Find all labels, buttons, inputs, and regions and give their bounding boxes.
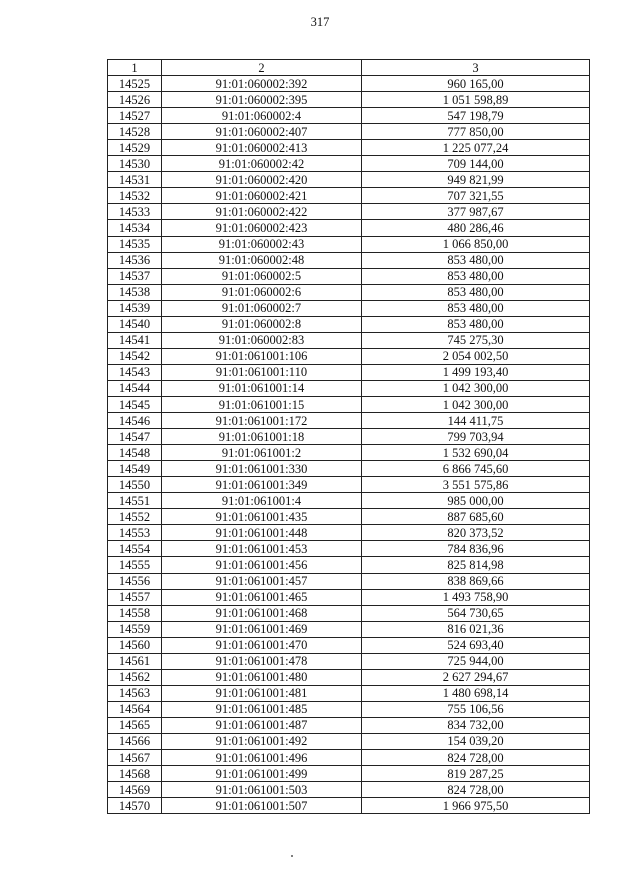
row-number-cell: 14565 bbox=[108, 717, 162, 733]
table-row bbox=[108, 637, 590, 653]
cadastral-number-cell: 91:01:060002:423 bbox=[162, 220, 362, 236]
cadastral-value-cell: 1 066 850,00 bbox=[362, 236, 590, 252]
cadastral-number-cell: 91:01:061001:499 bbox=[162, 766, 362, 782]
table-row bbox=[108, 284, 590, 300]
table-row bbox=[108, 188, 590, 204]
table-row bbox=[108, 782, 590, 798]
page-number: 317 bbox=[310, 15, 330, 29]
cadastral-number-cell: 91:01:061001:457 bbox=[162, 573, 362, 589]
cadastral-value-cell: 1 493 758,90 bbox=[362, 589, 590, 605]
row-number-cell: 14568 bbox=[108, 766, 162, 782]
row-number-cell: 14533 bbox=[108, 204, 162, 220]
row-number-cell: 14550 bbox=[108, 477, 162, 493]
cadastral-number-cell: 91:01:061001:448 bbox=[162, 525, 362, 541]
table-row bbox=[108, 140, 590, 156]
row-number-cell: 14531 bbox=[108, 172, 162, 188]
cadastral-value-cell: 824 728,00 bbox=[362, 782, 590, 798]
cadastral-number-cell: 91:01:061001:435 bbox=[162, 509, 362, 525]
row-number-cell: 14545 bbox=[108, 396, 162, 412]
row-number-cell: 14527 bbox=[108, 108, 162, 124]
table-row bbox=[108, 172, 590, 188]
table-row bbox=[108, 509, 590, 525]
table-row bbox=[108, 557, 590, 573]
table-row bbox=[108, 220, 590, 236]
cadastral-value-cell: 480 286,46 bbox=[362, 220, 590, 236]
table-row bbox=[108, 348, 590, 364]
table-row bbox=[108, 413, 590, 429]
cadastral-number-cell: 91:01:061001:456 bbox=[162, 557, 362, 573]
row-number-cell: 14564 bbox=[108, 701, 162, 717]
cadastral-number-cell: 91:01:060002:422 bbox=[162, 204, 362, 220]
row-number-cell: 14554 bbox=[108, 541, 162, 557]
row-number-cell: 14569 bbox=[108, 782, 162, 798]
cadastral-value-cell: 1 225 077,24 bbox=[362, 140, 590, 156]
row-number-cell: 14546 bbox=[108, 413, 162, 429]
cadastral-value-cell: 745 275,30 bbox=[362, 332, 590, 348]
row-number-cell: 14525 bbox=[108, 76, 162, 92]
cadastral-value-cell: 853 480,00 bbox=[362, 268, 590, 284]
cadastral-number-cell: 91:01:061001:480 bbox=[162, 669, 362, 685]
cadastral-number-cell: 91:01:060002:395 bbox=[162, 92, 362, 108]
column-header-cadastral-number: 2 bbox=[162, 60, 362, 76]
row-number-cell: 14526 bbox=[108, 92, 162, 108]
cadastral-value-cell: 709 144,00 bbox=[362, 156, 590, 172]
cadastral-value-cell: 853 480,00 bbox=[362, 300, 590, 316]
cadastral-value-cell: 755 106,56 bbox=[362, 701, 590, 717]
cadastral-number-cell: 91:01:061001:492 bbox=[162, 733, 362, 749]
row-number-cell: 14529 bbox=[108, 140, 162, 156]
row-number-cell: 14555 bbox=[108, 557, 162, 573]
table-row bbox=[108, 108, 590, 124]
row-number-cell: 14557 bbox=[108, 589, 162, 605]
row-number-cell: 14528 bbox=[108, 124, 162, 140]
cadastral-value-cell: 524 693,40 bbox=[362, 637, 590, 653]
table-row bbox=[108, 798, 590, 814]
row-number-cell: 14536 bbox=[108, 252, 162, 268]
cadastral-number-cell: 91:01:061001:487 bbox=[162, 717, 362, 733]
table-row bbox=[108, 204, 590, 220]
table-body bbox=[108, 76, 590, 814]
table-row bbox=[108, 589, 590, 605]
cadastral-value-table bbox=[107, 59, 590, 814]
cadastral-number-cell: 91:01:061001:481 bbox=[162, 685, 362, 701]
cadastral-number-cell: 91:01:060002:8 bbox=[162, 316, 362, 332]
cadastral-value-cell: 819 287,25 bbox=[362, 766, 590, 782]
cadastral-value-cell: 3 551 575,86 bbox=[362, 477, 590, 493]
cadastral-value-cell: 564 730,65 bbox=[362, 605, 590, 621]
cadastral-number-cell: 91:01:061001:503 bbox=[162, 782, 362, 798]
table-row bbox=[108, 766, 590, 782]
table-row bbox=[108, 461, 590, 477]
table-row bbox=[108, 541, 590, 557]
cadastral-value-cell: 144 411,75 bbox=[362, 413, 590, 429]
cadastral-value-cell: 377 987,67 bbox=[362, 204, 590, 220]
table-row bbox=[108, 156, 590, 172]
table-row bbox=[108, 701, 590, 717]
cadastral-value-cell: 799 703,94 bbox=[362, 429, 590, 445]
table-row bbox=[108, 364, 590, 380]
table-row bbox=[108, 477, 590, 493]
table-row bbox=[108, 653, 590, 669]
cadastral-number-cell: 91:01:060002:42 bbox=[162, 156, 362, 172]
row-number-cell: 14537 bbox=[108, 268, 162, 284]
row-number-cell: 14541 bbox=[108, 332, 162, 348]
cadastral-value-cell: 853 480,00 bbox=[362, 252, 590, 268]
row-number-cell: 14547 bbox=[108, 429, 162, 445]
cadastral-value-cell: 1 042 300,00 bbox=[362, 396, 590, 412]
cadastral-number-cell: 91:01:061001:349 bbox=[162, 477, 362, 493]
cadastral-number-cell: 91:01:061001:465 bbox=[162, 589, 362, 605]
cadastral-number-cell: 91:01:061001:110 bbox=[162, 364, 362, 380]
cadastral-number-cell: 91:01:060002:6 bbox=[162, 284, 362, 300]
row-number-cell: 14534 bbox=[108, 220, 162, 236]
row-number-cell: 14552 bbox=[108, 509, 162, 525]
scan-speck bbox=[291, 855, 293, 857]
cadastral-value-cell: 707 321,55 bbox=[362, 188, 590, 204]
row-number-cell: 14538 bbox=[108, 284, 162, 300]
cadastral-value-cell: 1 042 300,00 bbox=[362, 380, 590, 396]
table-row bbox=[108, 300, 590, 316]
cadastral-value-cell: 887 685,60 bbox=[362, 509, 590, 525]
cadastral-value-cell: 725 944,00 bbox=[362, 653, 590, 669]
cadastral-value-cell: 1 966 975,50 bbox=[362, 798, 590, 814]
cadastral-value-cell: 825 814,98 bbox=[362, 557, 590, 573]
table-row bbox=[108, 717, 590, 733]
table-row bbox=[108, 92, 590, 108]
cadastral-number-cell: 91:01:061001:4 bbox=[162, 493, 362, 509]
cadastral-number-cell: 91:01:061001:14 bbox=[162, 380, 362, 396]
cadastral-number-cell: 91:01:060002:4 bbox=[162, 108, 362, 124]
row-number-cell: 14544 bbox=[108, 380, 162, 396]
cadastral-number-cell: 91:01:060002:420 bbox=[162, 172, 362, 188]
cadastral-number-cell: 91:01:060002:43 bbox=[162, 236, 362, 252]
table-row bbox=[108, 396, 590, 412]
cadastral-value-cell: 838 869,66 bbox=[362, 573, 590, 589]
row-number-cell: 14566 bbox=[108, 733, 162, 749]
cadastral-value-cell: 1 532 690,04 bbox=[362, 445, 590, 461]
row-number-cell: 14535 bbox=[108, 236, 162, 252]
table-row bbox=[108, 493, 590, 509]
table-row bbox=[108, 236, 590, 252]
table-row bbox=[108, 332, 590, 348]
table-row bbox=[108, 573, 590, 589]
table-row bbox=[108, 380, 590, 396]
row-number-cell: 14556 bbox=[108, 573, 162, 589]
cadastral-number-cell: 91:01:060002:83 bbox=[162, 332, 362, 348]
cadastral-value-cell: 853 480,00 bbox=[362, 284, 590, 300]
cadastral-number-cell: 91:01:060002:48 bbox=[162, 252, 362, 268]
cadastral-value-cell: 6 866 745,60 bbox=[362, 461, 590, 477]
cadastral-number-cell: 91:01:061001:496 bbox=[162, 750, 362, 766]
cadastral-number-cell: 91:01:060002:5 bbox=[162, 268, 362, 284]
cadastral-number-cell: 91:01:060002:421 bbox=[162, 188, 362, 204]
table-row bbox=[108, 621, 590, 637]
cadastral-number-cell: 91:01:060002:413 bbox=[162, 140, 362, 156]
cadastral-number-cell: 91:01:061001:172 bbox=[162, 413, 362, 429]
table-row bbox=[108, 268, 590, 284]
cadastral-number-cell: 91:01:061001:485 bbox=[162, 701, 362, 717]
row-number-cell: 14543 bbox=[108, 364, 162, 380]
row-number-cell: 14530 bbox=[108, 156, 162, 172]
cadastral-number-cell: 91:01:061001:468 bbox=[162, 605, 362, 621]
cadastral-number-cell: 91:01:060002:392 bbox=[162, 76, 362, 92]
table-row bbox=[108, 445, 590, 461]
cadastral-value-cell: 1 480 698,14 bbox=[362, 685, 590, 701]
table-row bbox=[108, 605, 590, 621]
row-number-cell: 14542 bbox=[108, 348, 162, 364]
row-number-cell: 14532 bbox=[108, 188, 162, 204]
row-number-cell: 14553 bbox=[108, 525, 162, 541]
cadastral-number-cell: 91:01:061001:330 bbox=[162, 461, 362, 477]
table-header-row bbox=[108, 60, 590, 76]
cadastral-number-cell: 91:01:061001:15 bbox=[162, 396, 362, 412]
cadastral-value-cell: 154 039,20 bbox=[362, 733, 590, 749]
table-row bbox=[108, 685, 590, 701]
table-row bbox=[108, 733, 590, 749]
table-row bbox=[108, 525, 590, 541]
row-number-cell: 14539 bbox=[108, 300, 162, 316]
row-number-cell: 14549 bbox=[108, 461, 162, 477]
row-number-cell: 14567 bbox=[108, 750, 162, 766]
column-header-value: 3 bbox=[362, 60, 590, 76]
cadastral-number-cell: 91:01:061001:106 bbox=[162, 348, 362, 364]
cadastral-value-cell: 960 165,00 bbox=[362, 76, 590, 92]
table-row bbox=[108, 316, 590, 332]
column-header-number: 1 bbox=[108, 60, 162, 76]
cadastral-number-cell: 91:01:060002:7 bbox=[162, 300, 362, 316]
cadastral-value-cell: 949 821,99 bbox=[362, 172, 590, 188]
table-row bbox=[108, 669, 590, 685]
table-row bbox=[108, 124, 590, 140]
cadastral-number-cell: 91:01:061001:478 bbox=[162, 653, 362, 669]
row-number-cell: 14560 bbox=[108, 637, 162, 653]
row-number-cell: 14548 bbox=[108, 445, 162, 461]
cadastral-value-cell: 824 728,00 bbox=[362, 750, 590, 766]
row-number-cell: 14561 bbox=[108, 653, 162, 669]
cadastral-value-cell: 784 836,96 bbox=[362, 541, 590, 557]
cadastral-number-cell: 91:01:061001:453 bbox=[162, 541, 362, 557]
row-number-cell: 14562 bbox=[108, 669, 162, 685]
table-row bbox=[108, 76, 590, 92]
cadastral-number-cell: 91:01:061001:2 bbox=[162, 445, 362, 461]
row-number-cell: 14551 bbox=[108, 493, 162, 509]
cadastral-value-cell: 834 732,00 bbox=[362, 717, 590, 733]
row-number-cell: 14570 bbox=[108, 798, 162, 814]
cadastral-value-cell: 2 054 002,50 bbox=[362, 348, 590, 364]
cadastral-value-cell: 2 627 294,67 bbox=[362, 669, 590, 685]
cadastral-value-cell: 853 480,00 bbox=[362, 316, 590, 332]
cadastral-number-cell: 91:01:061001:18 bbox=[162, 429, 362, 445]
cadastral-number-cell: 91:01:060002:407 bbox=[162, 124, 362, 140]
cadastral-value-cell: 1 051 598,89 bbox=[362, 92, 590, 108]
table-row bbox=[108, 429, 590, 445]
cadastral-value-cell: 547 198,79 bbox=[362, 108, 590, 124]
cadastral-value-cell: 777 850,00 bbox=[362, 124, 590, 140]
cadastral-value-cell: 985 000,00 bbox=[362, 493, 590, 509]
row-number-cell: 14563 bbox=[108, 685, 162, 701]
cadastral-number-cell: 91:01:061001:507 bbox=[162, 798, 362, 814]
row-number-cell: 14559 bbox=[108, 621, 162, 637]
table-row bbox=[108, 750, 590, 766]
cadastral-number-cell: 91:01:061001:470 bbox=[162, 637, 362, 653]
row-number-cell: 14540 bbox=[108, 316, 162, 332]
cadastral-number-cell: 91:01:061001:469 bbox=[162, 621, 362, 637]
cadastral-value-cell: 820 373,52 bbox=[362, 525, 590, 541]
cadastral-value-cell: 816 021,36 bbox=[362, 621, 590, 637]
cadastral-value-cell: 1 499 193,40 bbox=[362, 364, 590, 380]
row-number-cell: 14558 bbox=[108, 605, 162, 621]
table-row bbox=[108, 252, 590, 268]
